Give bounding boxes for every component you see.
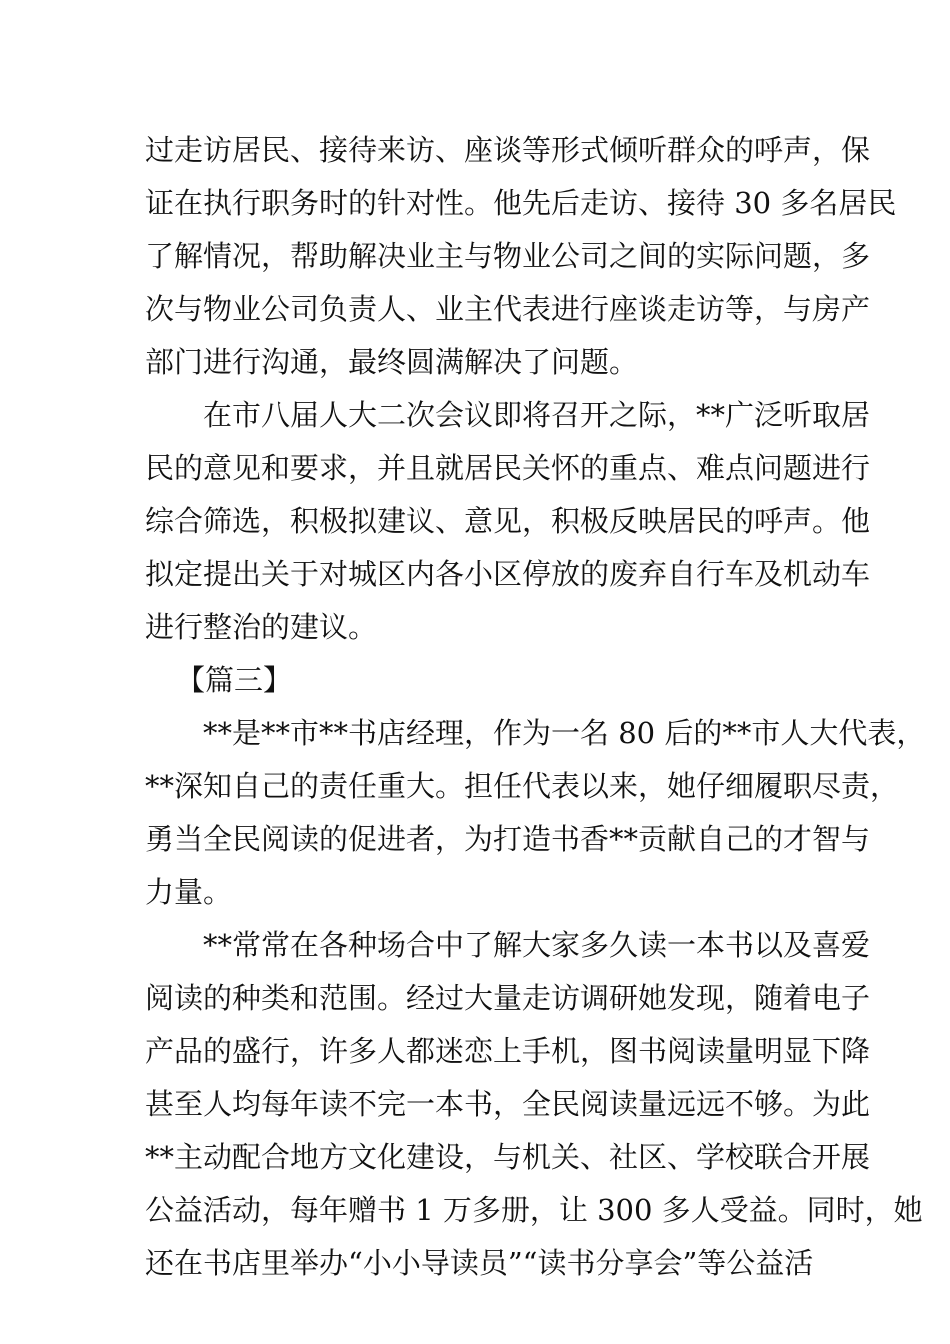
text-line: 进行整治的建议。 (145, 610, 378, 644)
text-line: 阅读的种类和范围。经过大量走访调研她发现，随着电子 (145, 981, 871, 1015)
text-line: 力量。 (145, 875, 233, 909)
text-line: 还在书店里举办“小小导读员”“读书分享会”等公益活 (145, 1246, 814, 1280)
text-line: 证在执行职务时的针对性。他先后走访、接待 30 多名居民 (145, 186, 897, 220)
paragraph-start-line: **是**市**书店经理，作为一名 80 后的**市人大代表， (203, 716, 926, 750)
text-line: 勇当全民阅读的促进者，为打造书香**贡献自己的才智与 (145, 822, 871, 856)
section-heading: 【篇三】 (176, 663, 293, 697)
text-line: 综合筛选，积极拟建议、意见，积极反映居民的呼声。他 (145, 504, 871, 538)
text-line: **深知自己的责任重大。担任代表以来，她仔细履职尽责， (145, 769, 900, 803)
text-line: **主动配合地方文化建设，与机关、社区、学校联合开展 (145, 1140, 871, 1174)
paragraph-start-line: 在市八届人大二次会议即将召开之际，**广泛听取居 (203, 398, 871, 432)
paragraph-start-line: **常常在各种场合中了解大家多久读一本书以及喜爱 (203, 928, 871, 962)
text-line: 公益活动，每年赠书 1 万多册，让 300 多人受益。同时，她 (145, 1193, 923, 1227)
text-line: 过走访居民、接待来访、座谈等形式倾听群众的呼声，保 (145, 133, 871, 167)
text-line: 了解情况，帮助解决业主与物业公司之间的实际问题，多 (145, 239, 871, 273)
text-line: 部门进行沟通，最终圆满解决了问题。 (145, 345, 639, 379)
text-line: 甚至人均每年读不完一本书，全民阅读量远远不够。为此 (145, 1087, 871, 1121)
text-line: 次与物业公司负责人、业主代表进行座谈走访等，与房产 (145, 292, 871, 326)
text-line: 民的意见和要求，并且就居民关怀的重点、难点问题进行 (145, 451, 871, 485)
text-line: 拟定提出关于对城区内各小区停放的废弃自行车及机动车 (145, 557, 871, 591)
text-line: 产品的盛行，许多人都迷恋上手机，图书阅读量明显下降 (145, 1034, 871, 1068)
